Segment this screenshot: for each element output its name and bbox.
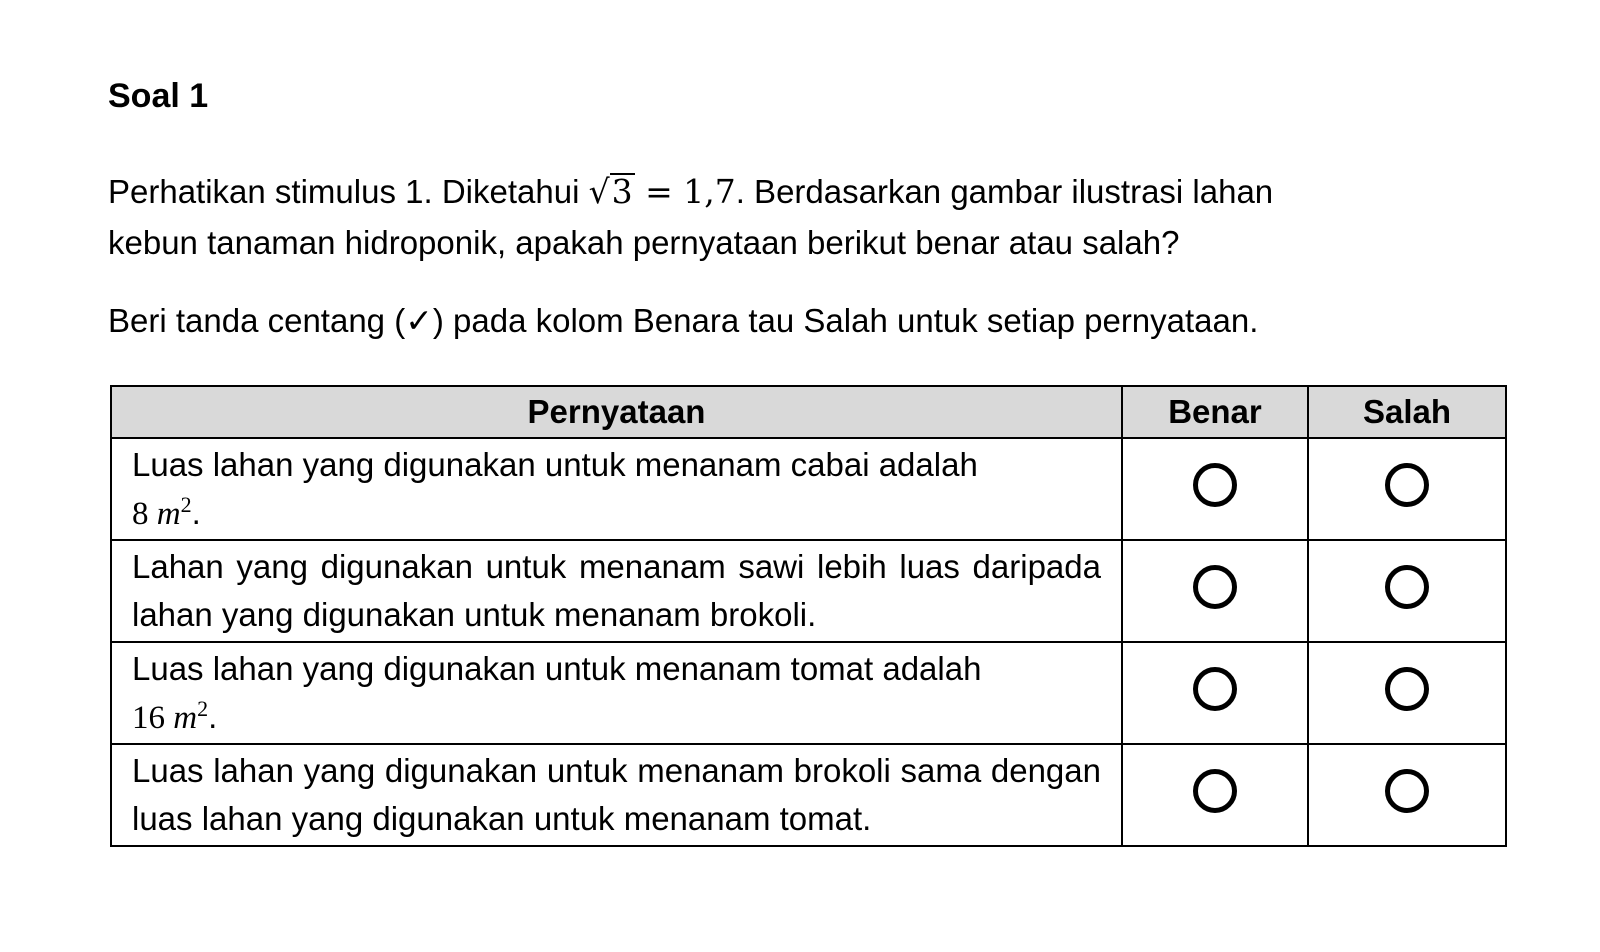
false-option-cell: [1308, 540, 1506, 642]
false-radio[interactable]: [1385, 565, 1429, 609]
statement-cell: Luas lahan yang digunakan untuk menanam brokoli sama dengan luas lahan yang digunakan untuk menanam tomat.: [111, 744, 1122, 846]
statement-text: Luas lahan yang digunakan untuk menanam cabai adalah: [132, 445, 978, 483]
math-exponent: 2: [180, 491, 192, 517]
math-value: 8: [132, 495, 157, 532]
true-radio[interactable]: [1193, 667, 1237, 711]
statement-text: Luas lahan yang digunakan untuk menanam tomat adalah: [132, 649, 982, 687]
table-header-row: [111, 386, 1506, 438]
math-exponent: 2: [197, 695, 209, 721]
intro-text-start: Perhatikan stimulus 1. Diketahui: [108, 173, 589, 210]
false-option-cell: [1308, 744, 1506, 846]
true-radio[interactable]: [1193, 463, 1237, 507]
intro-text-line2: kebun tanaman hidroponik, apakah pernyataan berikut benar atau salah?: [108, 224, 1180, 261]
true-radio[interactable]: [1193, 769, 1237, 813]
table-row: [111, 438, 1506, 540]
checkmark-icon: ✓: [405, 302, 433, 339]
header-statement: Pernyataan: [111, 386, 1122, 438]
math-unit: m: [173, 699, 198, 736]
statement-cell: [111, 438, 1122, 540]
statement-math: [132, 695, 209, 736]
sqrt-equals: = 1,7: [634, 172, 736, 211]
true-option-cell: [1122, 642, 1308, 744]
question-title: Soal 1: [108, 77, 209, 115]
question-intro: [108, 166, 1273, 268]
table-row: [111, 540, 1506, 642]
false-radio[interactable]: [1385, 769, 1429, 813]
table-row: [111, 642, 1506, 744]
true-radio[interactable]: [1193, 565, 1237, 609]
math-unit: m: [156, 495, 181, 532]
math-value: 16: [132, 699, 174, 736]
false-radio[interactable]: [1385, 667, 1429, 711]
instruction-text-end: ) pada kolom Benara tau Salah untuk setiap pernyataan.: [432, 302, 1259, 339]
header-false: Salah: [1308, 386, 1506, 438]
statement-cell: Lahan yang digunakan untuk menanam sawi lebih luas daripada lahan yang digunakan untuk menanam brokoli.: [111, 540, 1122, 642]
table-row: [111, 744, 1506, 846]
true-option-cell: [1122, 438, 1308, 540]
sqrt-symbol: √: [588, 172, 610, 211]
question-instruction: [108, 295, 1258, 346]
instruction-text-start: Beri tanda centang (: [108, 302, 406, 339]
statement-math: [132, 491, 192, 532]
sqrt-expression: [589, 166, 736, 217]
intro-text-end: . Berdasarkan gambar ilustrasi lahan: [735, 173, 1274, 210]
statement-end: .: [208, 697, 218, 735]
true-option-cell: [1122, 744, 1308, 846]
statement-cell: [111, 642, 1122, 744]
false-option-cell: [1308, 642, 1506, 744]
true-option-cell: [1122, 540, 1308, 642]
sqrt-radicand: 3: [611, 172, 633, 211]
false-radio[interactable]: [1385, 463, 1429, 507]
header-true: Benar: [1122, 386, 1308, 438]
statement-table: [110, 385, 1507, 847]
statement-end: .: [191, 493, 201, 531]
false-option-cell: [1308, 438, 1506, 540]
